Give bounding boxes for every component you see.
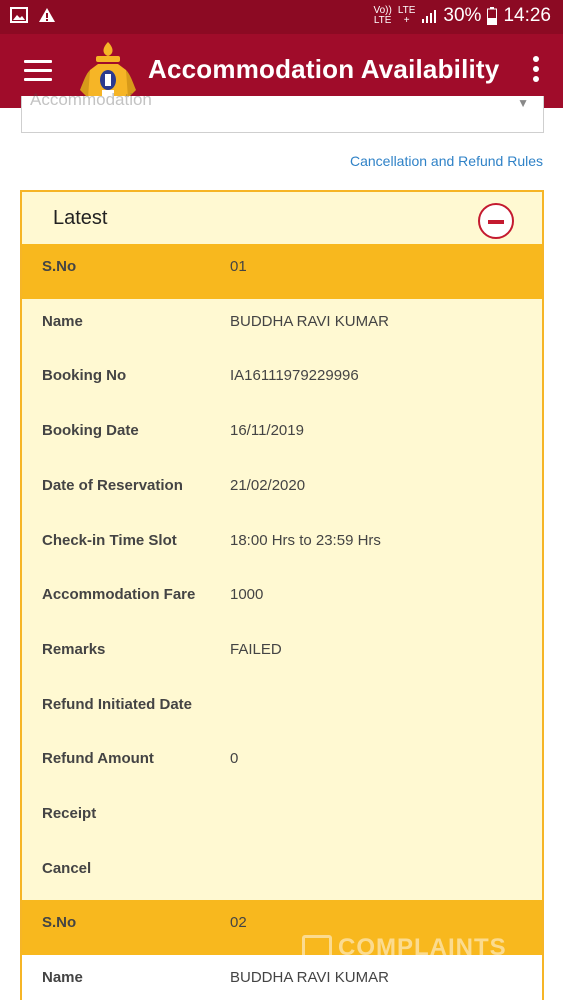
refund-rules-link[interactable]: Cancellation and Refund Rules [349, 153, 543, 169]
accommodation-select[interactable] [21, 90, 544, 133]
panel-title: Latest [53, 207, 108, 229]
record-row [22, 682, 542, 737]
field-value: FAILED [230, 640, 282, 658]
field-value: 0 [230, 750, 239, 768]
record-row [22, 408, 542, 463]
record-row [22, 846, 542, 901]
field-value: 02 [230, 914, 247, 932]
record-header-row [22, 244, 542, 299]
warning-icon [38, 7, 56, 23]
battery-percent: 30% [443, 5, 482, 26]
battery-icon [487, 7, 497, 25]
field-label: Check-in Time Slot [42, 531, 177, 549]
field-label: Booking Date [42, 422, 139, 440]
volte-indicator: Vo)) LTE [373, 5, 392, 26]
field-label: Booking No [42, 367, 127, 385]
field-label: S.No [42, 914, 77, 932]
record-row [22, 627, 542, 682]
field-label: Refund Amount [42, 750, 154, 768]
signal-icon [421, 8, 437, 24]
field-label: Accommodation Fare [42, 586, 196, 604]
page-title: Accommodation Availability [148, 54, 500, 84]
record-row [22, 299, 542, 354]
status-bar [0, 0, 563, 34]
field-value: 21/02/2020 [230, 476, 306, 494]
field-value: 1000 [230, 586, 264, 604]
lte-indicator: LTE + [397, 5, 416, 26]
watermark-text: COMPLAINTS [338, 934, 507, 961]
image-notification-icon [10, 7, 28, 23]
collapse-icon[interactable] [478, 203, 514, 239]
field-value: 18:00 Hrs to 23:59 Hrs [230, 531, 381, 549]
record-row [22, 791, 542, 846]
select-value: Accommodation [30, 90, 152, 109]
field-label: Name [42, 969, 83, 987]
field-value: IA16111979229996 [230, 367, 359, 385]
record-row [22, 518, 542, 573]
field-label: Receipt [42, 805, 97, 822]
field-label: Refund Initiated Date [42, 695, 193, 713]
record-row [22, 463, 542, 518]
field-label: Name [42, 312, 83, 330]
watermark [302, 934, 507, 962]
hamburger-menu-icon[interactable] [24, 60, 52, 82]
clock: 14:26 [503, 5, 551, 26]
field-value: 16/11/2019 [230, 422, 304, 440]
booking-panel [20, 190, 544, 1000]
field-label: Cancel [42, 859, 92, 877]
field-label: Remarks [42, 640, 106, 658]
field-value: BUDDHA RAVI KUMAR [230, 312, 389, 330]
chevron-down-icon: ▼ [517, 96, 529, 110]
field-value: 01 [230, 258, 247, 275]
record-row [22, 572, 542, 627]
watermark-logo-icon [302, 935, 332, 961]
panel-header[interactable] [22, 192, 542, 244]
record-row [22, 353, 542, 408]
field-label: Date of Reservation [42, 476, 183, 494]
field-label: S.No [42, 258, 77, 275]
record-row [22, 736, 542, 791]
field-value: BUDDHA RAVI KUMAR [230, 969, 389, 987]
overflow-menu-icon[interactable] [531, 56, 541, 86]
